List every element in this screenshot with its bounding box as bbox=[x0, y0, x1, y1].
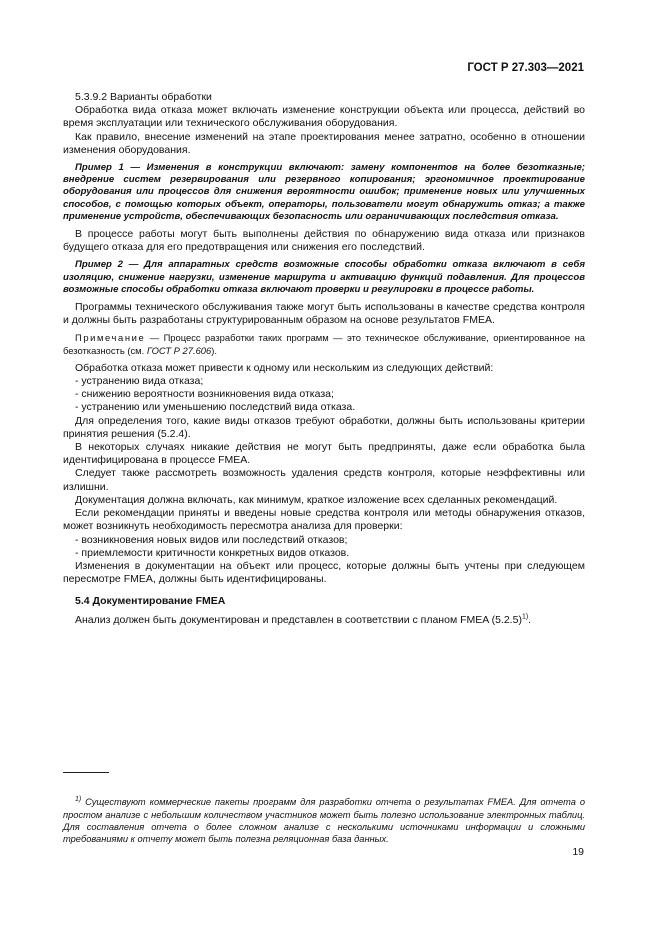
paragraph: Как правило, внесение изменений на этапе проектирования менее затратно, особенно в отношении изменения оборудования. bbox=[63, 130, 585, 156]
section-title: 5.4 Документирование FMEA bbox=[75, 595, 226, 608]
paragraph: Для определения того, какие виды отказов требуют обработки, должны быть использованы критерии принятия решения (5.2.4). bbox=[63, 414, 585, 440]
example-1: Пример 1 — Изменения в конструкции включают: замену компонентов на более безотказные; внедрение систем резервирования или резервного копирования; эргономичное проектирование оборудования или процессов для снижения вероятности ошибок; применение новых или улучшенных способов, с помощью которых объект, операторы, пользователи могут обнаружить отказ; а также применение устройств, обеспечивающих безопасность или ограничивающих последствия отказа. bbox=[63, 162, 585, 222]
paragraph: Обработка вида отказа может включать изменение конструкции объекта или процесса, действий во время эксплуатации или технического обслуживания оборудования. bbox=[63, 104, 585, 130]
page-number: 19 bbox=[572, 846, 584, 858]
main-content bbox=[63, 91, 585, 627]
subsection-title: 5.3.9.2 Варианты обработки bbox=[75, 91, 212, 103]
paragraph: Если рекомендации приняты и введены новые средства контроля или методы обнаружения отказов, может возникнуть необходимость пересмотра анализа для проверки: bbox=[63, 507, 585, 533]
note bbox=[63, 332, 585, 356]
paragraph bbox=[63, 614, 585, 627]
list-item: - устранению или уменьшению последствий вида отказа. bbox=[75, 401, 356, 414]
paragraph: Следует также рассмотреть возможность удаления средств контроля, которые неэффективны или излишни. bbox=[63, 467, 585, 493]
footnote-divider bbox=[63, 772, 109, 773]
list-item: - возникновения новых видов или последствий отказов; bbox=[75, 533, 348, 546]
note-text: — Процесс разработки таких программ — это техническое обслуживание, ориентированное на безотказность (см. bbox=[63, 332, 586, 356]
note-label: Примечание bbox=[75, 332, 146, 344]
paragraph: Программы технического обслуживания также могут быть использованы в качестве средства контроля и должны быть разработаны структурированным образом на основе результатов FMEA. bbox=[63, 301, 585, 327]
paragraph: В некоторых случаях никакие действия не могут быть предприняты, даже если обработка была идентифицирована в процессе FMEA. bbox=[63, 441, 585, 467]
paragraph-text: Анализ должен быть документирован и представлен в соответствии с планом FMEA (5.2.5) bbox=[75, 613, 522, 626]
note-end: ). bbox=[211, 344, 217, 356]
paragraph: Изменения в документации на объект или процесс, которые должны быть учтены при следующем пересмотре FMEA, должны быть идентифицированы. bbox=[63, 559, 585, 586]
footnote-ref: 1) bbox=[521, 613, 529, 621]
footnote-marker: 1) bbox=[75, 796, 82, 804]
paragraph: В процессе работы могут быть выполнены действия по обнаружению вида отказа или признаков будущего отказа для его предотвращения или снижения его последствий. bbox=[63, 228, 585, 254]
example-2: Пример 2 — Для аппаратных средств возможные способы обработки отказа включают в себя изоляцию, снижение нагрузки, изменение маршрута и активацию функций подавления. Для процессов возможные способы обработки отказа включают проверки и регулировки в процессе работы. bbox=[63, 259, 585, 295]
note-reference: ГОСТ Р 27.606 bbox=[146, 344, 212, 356]
footnote-text: Существуют коммерческие пакеты программ для разработки отчета о результатах FMEA. Для отчета о простом анализе с небольшим количеством участников может быть полезно использование электронных таблиц. Для составления отчета о более сложном анализе с несколькими источниками информации и сложными требованиями к отчету может быть полезна реляционная база данных. bbox=[63, 797, 585, 844]
list-item: - устранению вида отказа; bbox=[75, 375, 204, 388]
paragraph: Документация должна включать, как минимум, краткое изложение всех сделанных рекомендаций. bbox=[75, 493, 558, 506]
list-item: - приемлемости критичности конкретных видов отказов. bbox=[75, 546, 350, 559]
list-item: - снижению вероятности возникновения вида отказа; bbox=[75, 388, 334, 401]
footnote bbox=[63, 796, 585, 845]
standard-header: ГОСТ Р 27.303—2021 bbox=[467, 62, 584, 74]
paragraph-end: . bbox=[528, 613, 532, 626]
paragraph: Обработка отказа может привести к одному или нескольким из следующих действий: bbox=[75, 361, 494, 374]
